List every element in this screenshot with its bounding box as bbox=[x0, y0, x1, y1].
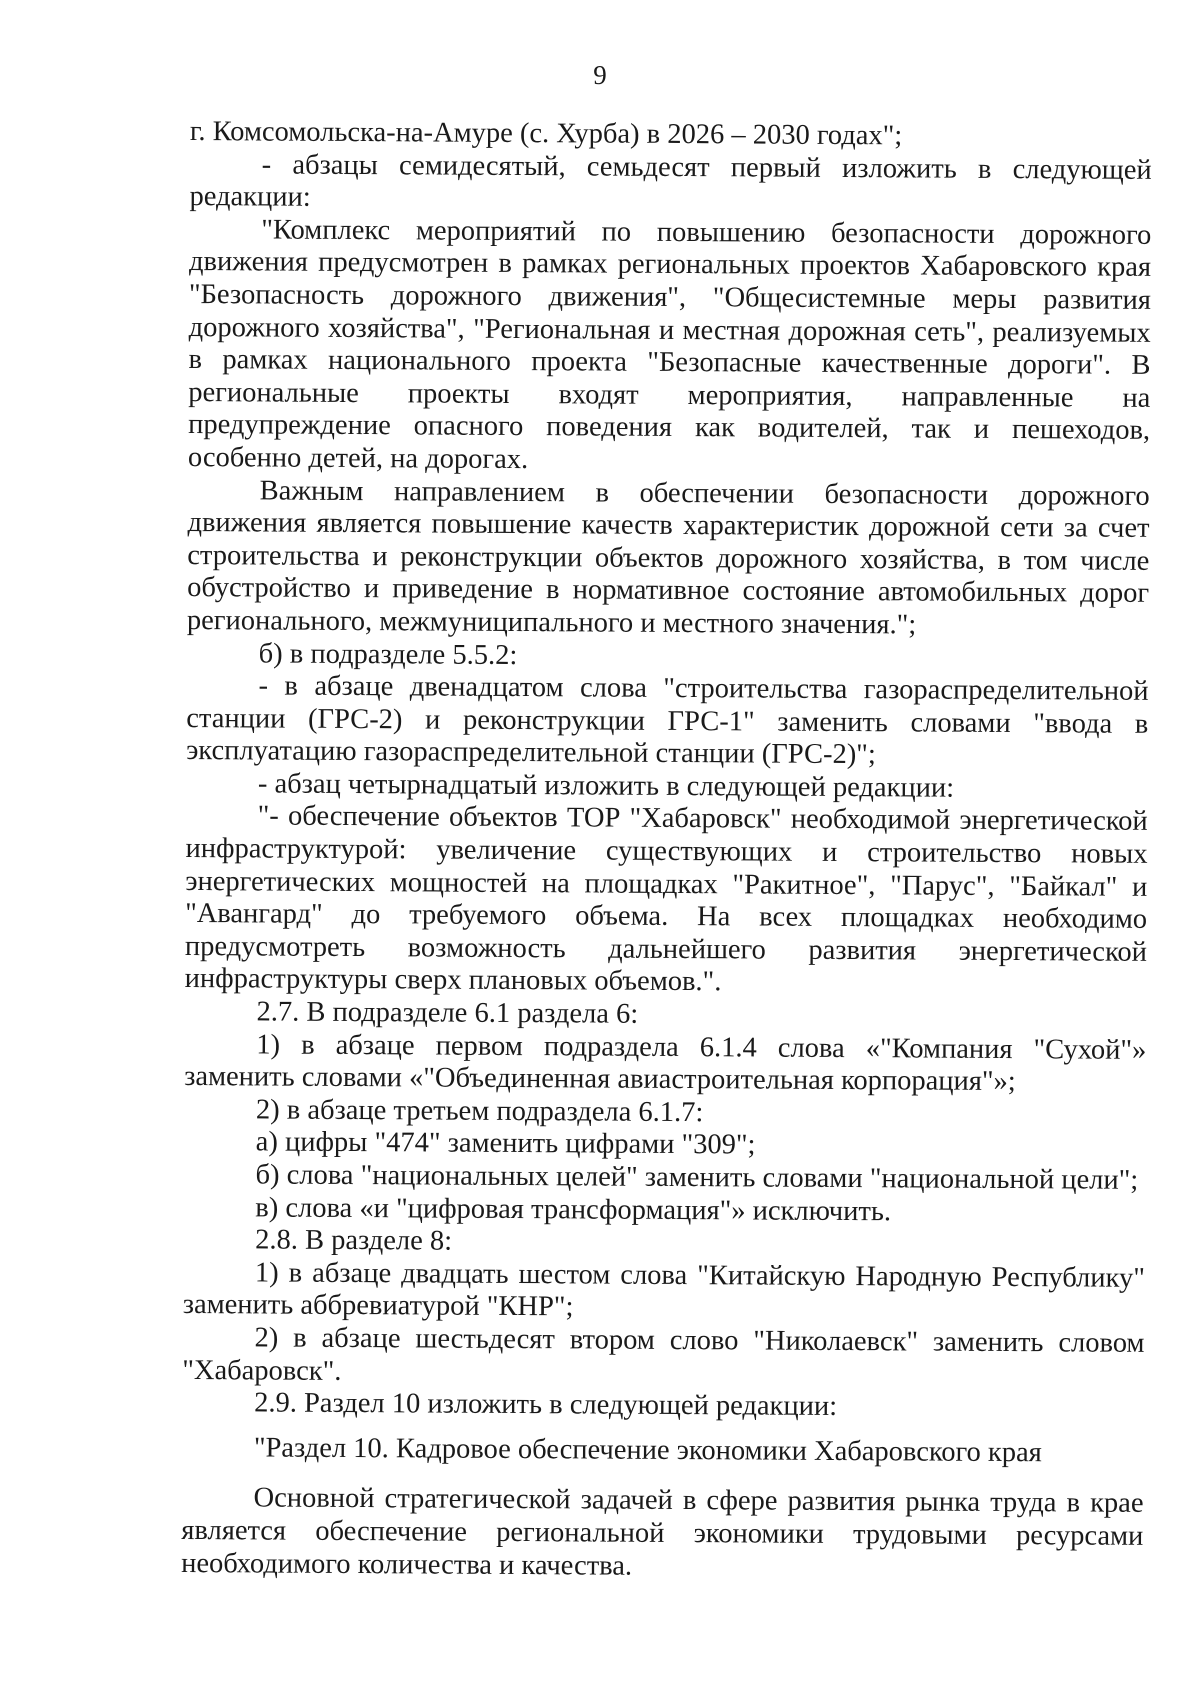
paragraph-section-heading: 2.9. Раздел 10 изложить в следующей редакции: bbox=[254, 1387, 838, 1423]
paragraph-body-text: Основной стратегической задачей в сфере развития рынка труда в крае является обеспечение региональной экономики трудовыми ресурсами необходимого количества и качества. bbox=[181, 1482, 1144, 1582]
document-body bbox=[181, 116, 1152, 1586]
paragraph-section-heading: 2.7. В подразделе 6.1 раздела 6: bbox=[256, 996, 639, 1030]
paragraph-amendment-item: 2) в абзаце третьем подраздела 6.1.7: bbox=[255, 1094, 704, 1128]
paragraph-amendment-item: 2) в абзаце шестьдесят втором слово "Николаевск" заменить словом "Хабаровск". bbox=[182, 1322, 1145, 1387]
page-number: 9 bbox=[593, 60, 607, 90]
paragraph-amendment-item: - абзац четырнадцатый изложить в следующей редакции: bbox=[257, 768, 955, 804]
paragraph-continuation: г. Комсомольска-на-Амуре (с. Хурба) в 2026 – 2030 годах"; bbox=[189, 116, 903, 152]
paragraph-section-title: "Раздел 10. Кадровое обеспечение экономики Хабаровского края bbox=[253, 1432, 1042, 1468]
paragraph-subsection-heading: б) в подразделе 5.5.2: bbox=[258, 637, 518, 671]
paragraph-amendment-item: 1) в абзаце двадцать шестом слова "Китайскую Народную Республику" заменить аббревиатурой "КНР"; bbox=[182, 1257, 1146, 1323]
paragraph-amendment-item: а) цифры "474" заменить цифрами "309"; bbox=[255, 1126, 756, 1161]
paragraph-quoted-text: Важным направлением в обеспечении безопасности дорожного движения является повышение качеств характеристик дорожной сети за счет строительства и реконструкции объектов дорожного хозяйства, в том числе обустройство и приведение в нормативное состояние автомобильных дорог регионального, межмуниципального и местного значения."; bbox=[186, 474, 1150, 641]
paragraph-section-heading: 2.8. В разделе 8: bbox=[255, 1224, 453, 1257]
paragraph-quoted-text: "- обеспечение объектов ТОР "Хабаровск" необходимой энергетической инфраструктурой: увеличение существующих и строительство новых энергетических мощностей на площадках "Ракитное", "Парус", "Байкал" и "Авангард" до требуемого объема. На всех площадках необходимо предусмотреть возможность дальнейшего развития энергетической инфраструктуры сверх плановых объемов.". bbox=[184, 800, 1148, 998]
paragraph-amendment-item: б) слова "национальных целей" заменить словами "национальной цели"; bbox=[255, 1159, 1139, 1196]
paragraph-amendment-item: - в абзаце двенадцатом слова "строительства газораспределительной станции (ГРС-2) и реконструкции ГРС-1" заменить словами "ввода в эксплуатацию газораспределительной станции (ГРС-2)"; bbox=[186, 670, 1149, 771]
paragraph-amendment-item: в) слова «и "цифровая трансформация"» исключить. bbox=[255, 1192, 892, 1227]
paragraph-amendment-item: 1) в абзаце первом подраздела 6.1.4 слова «"Компания "Сухой"» заменить словами «"Объединенная авиастроительная корпорация"»; bbox=[184, 1029, 1147, 1098]
paragraph-quoted-text: "Комплекс мероприятий по повышению безопасности дорожного движения предусмотрен в рамках региональных проектов Хабаровского края "Безопасность дорожного движения", "Общесистемные меры развития дорожного хозяйства", "Региональная и местная дорожная сеть", реализуемых в рамках национального проекта "Безопасные качественные дороги". В региональные проекты входят мероприятия, направленные на предупреждение опасного поведения как водителей, так и пешеходов, особенно детей, на дорогах. bbox=[187, 214, 1152, 476]
paragraph-amendment-item: - абзацы семидесятый, семьдесят первый изложить в следующей редакции: bbox=[189, 149, 1152, 213]
